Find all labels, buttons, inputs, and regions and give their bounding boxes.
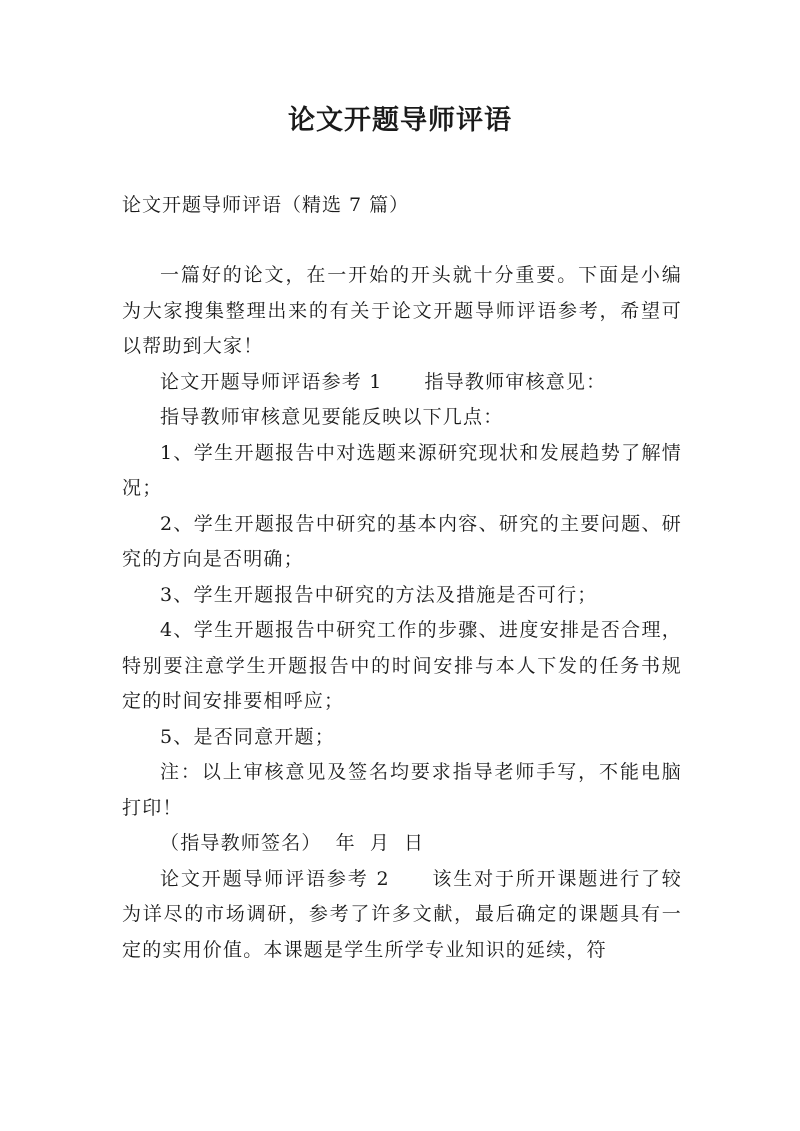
- document-body: [122, 258, 682, 968]
- date-year: 年: [335, 832, 356, 854]
- signature-line: [122, 826, 682, 862]
- point-item: 3、学生开题报告中研究的方法及措施是否可行；: [160, 583, 598, 606]
- intro-paragraph: 一篇好的论文，在一开始的开头就十分重要。下面是小编为大家搜集整理出来的有关于论文开题导师评语参考，希望可以帮助到大家！: [122, 264, 682, 357]
- point-item: 5、是否同意开题；: [160, 725, 335, 748]
- signature-label: （指导教师签名）: [160, 832, 322, 854]
- date-month: 月: [369, 832, 391, 854]
- note-paragraph: 注：以上审核意见及签名均要求指导老师手写，不能电脑打印！: [122, 761, 682, 819]
- reference-1-heading-line: [122, 365, 682, 401]
- date-day: 日: [404, 832, 425, 854]
- reference-1-heading-tail: 指导教师审核意见：: [424, 370, 607, 393]
- point-item: 1、学生开题报告中对选题来源研究现状和发展趋势了解情况；: [122, 441, 682, 499]
- reference-2-heading: 论文开题导师评语参考 2: [160, 867, 390, 890]
- document-subtitle: 论文开题导师评语（精选 7 篇）: [122, 194, 410, 216]
- reference-2-paragraph: [122, 862, 682, 969]
- document-title: 论文开题导师评语: [288, 105, 512, 136]
- reference-1-lead: 指导教师审核意见要能反映以下几点：: [160, 406, 504, 428]
- reference-1-heading: 论文开题导师评语参考 1: [160, 370, 383, 393]
- point-item: 4、学生开题报告中研究工作的步骤、进度安排是否合理，特别要注意学生开题报告中的时间安排与本人下发的任务书规定的时间安排要相呼应；: [122, 619, 682, 712]
- reference-2-text: 该生对于所开课题进行了较为详尽的市场调研，参考了许多文献，最后确定的课题具有一定的实用价值。本课题是学生所学专业知识的延续，符: [122, 867, 682, 961]
- point-item: 2、学生开题报告中研究的基本内容、研究的主要问题、研究的方向是否明确；: [122, 512, 682, 570]
